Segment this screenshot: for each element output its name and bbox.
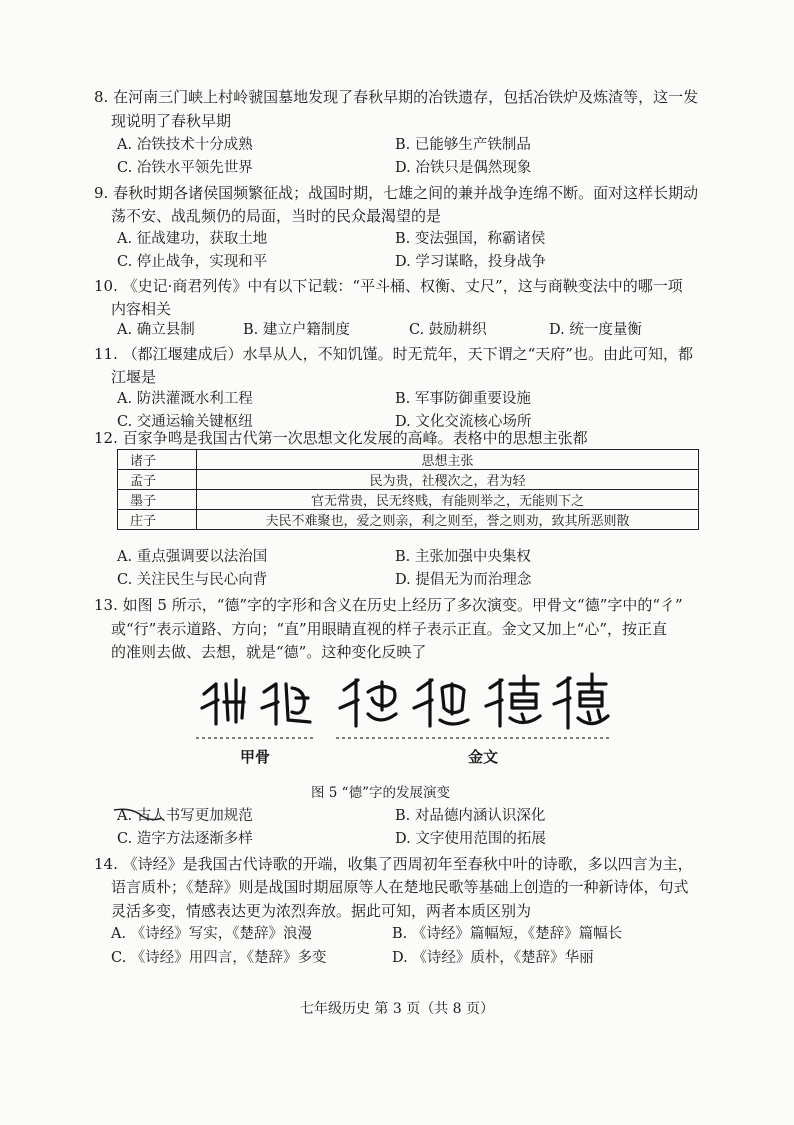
q10-stem-line2: 内容相关: [111, 300, 172, 318]
oracle-de-glyph-1: [202, 680, 244, 724]
table-row: [118, 490, 699, 510]
q14-option-c[interactable]: C. 《诗经》用四言，《楚辞》多变: [111, 950, 327, 966]
table-header-row: [118, 450, 699, 470]
q9-option-d[interactable]: D. 学习谋略，投身战争: [395, 254, 546, 270]
q11-stem-line2: 江堰是: [111, 368, 157, 386]
de-character-evolution-figure: [196, 662, 612, 742]
q12-option-c[interactable]: C. 关注民生与民心向背: [117, 572, 268, 588]
q14-stem-line2: 语言质朴；《楚辞》则是战国时期屈原等人在楚地民歌等基础上创造的一种新诗体，句式: [111, 878, 689, 896]
table-cell: 孟子: [118, 470, 197, 490]
q9-option-b[interactable]: B. 变法强国，称霸诸侯: [395, 231, 546, 247]
figure-label-bronze: 金文: [468, 748, 499, 766]
q14-stem-line3: 灵活多变，情感表达更为浓烈奔放。据此可知，两者本质区别为: [111, 902, 532, 920]
q8-stem-line1: 8. 在河南三门峡上村岭虢国墓地发现了春秋早期的冶铁遗存，包括冶铁炉及炼渣等，这一发: [94, 88, 699, 106]
q12-option-b[interactable]: B. 主张加强中央集权: [395, 549, 531, 565]
q11-option-b[interactable]: B. 军事防御重要设施: [395, 391, 531, 407]
q10-option-b[interactable]: B. 建立户籍制度: [243, 322, 350, 338]
table-cell: 墨子: [118, 490, 197, 510]
q8-option-b[interactable]: B. 已能够生产铁制品: [395, 137, 531, 153]
table-row: [118, 510, 699, 530]
q11-option-c[interactable]: C. 交通运输关键枢纽: [117, 414, 253, 430]
bronze-de-glyph-2: [414, 680, 468, 726]
table-header-cell: 诸子: [118, 450, 197, 470]
q8-option-c[interactable]: C. 冶铁水平领先世界: [117, 160, 253, 176]
q9-stem-line1: 9. 春秋时期各诸侯国频繁征战；战国时期，七雄之间的兼并战争连绵不断。面对这样长期动: [94, 184, 699, 202]
q12-stem: 12. 百家争鸣是我国古代第一次思想文化发展的高峰。表格中的思想主张都: [94, 429, 588, 447]
q8-option-d[interactable]: D. 冶铁只是偶然现象: [395, 160, 532, 176]
strikethrough-mark: [112, 804, 164, 826]
oracle-de-glyph-2: [262, 684, 310, 724]
q13-option-c[interactable]: C. 造字方法逐渐多样: [117, 831, 253, 847]
table-header-cell: 思想主张: [197, 450, 699, 470]
bronze-de-glyph-4: [554, 674, 608, 728]
q14-option-b[interactable]: B. 《诗经》篇幅短，《楚辞》篇幅长: [392, 926, 623, 942]
q13-option-a[interactable]: A. 古人书写更加规范: [117, 808, 253, 824]
table-cell: 官无常贵，民无终贱，有能则举之，无能则下之: [197, 490, 699, 510]
q9-option-c[interactable]: C. 停止战争，实现和平: [117, 254, 268, 270]
figure-caption: 图 5 “德”字的发展演变: [311, 785, 450, 801]
q13-stem-line2: 或“行”表示道路、方向；“直”用眼睛直视的样子表示正直。金文又加上“心”，按正直: [111, 620, 668, 638]
q12-option-a[interactable]: A. 重点强调要以法治国: [117, 549, 268, 565]
q11-stem-line1: 11. （都江堰建成后）水旱从人，不知饥馑。时无荒年，天下谓之“天府”也。由此可知，都: [94, 345, 693, 363]
q12-option-d[interactable]: D. 提倡无为而治理念: [395, 572, 532, 588]
q11-option-a[interactable]: A. 防洪灌溉水利工程: [117, 391, 253, 407]
q10-option-a[interactable]: A. 确立县制: [117, 322, 195, 338]
table-cell: 民为贵，社稷次之，君为轻: [197, 470, 699, 490]
q8-stem-line2: 现说明了春秋早期: [111, 112, 232, 130]
q13-stem-line1: 13. 如图 5 所示，“德”字的字形和含义在历史上经历了多次演变。甲骨文“德”字中的“彳”: [94, 596, 683, 614]
q13-stem-line3: 的准则去做、去想，就是“德”。这种变化反映了: [111, 643, 427, 661]
figure-label-oracle: 甲骨: [240, 748, 271, 766]
table-cell: 庄子: [118, 510, 197, 530]
q14-option-d[interactable]: D. 《诗经》质朴，《楚辞》华丽: [392, 950, 594, 966]
q13-option-d[interactable]: D. 文字使用范围的拓展: [395, 831, 546, 847]
q14-stem-line1: 14. 《诗经》是我国古代诗歌的开端，收集了西周初年至春秋中叶的诗歌，多以四言为主，: [94, 855, 693, 873]
table-cell: 夫民不难聚也，爱之则亲，利之则至，誉之则劝，致其所恶则散: [197, 510, 699, 530]
q8-option-a[interactable]: A. 冶铁技术十分成熟: [117, 137, 253, 153]
table-row: [118, 470, 699, 490]
q14-option-a[interactable]: A. 《诗经》写实，《楚辞》浪漫: [111, 926, 312, 942]
q10-option-d[interactable]: D. 统一度量衡: [549, 322, 642, 338]
q11-option-d[interactable]: D. 文化交流核心场所: [395, 414, 532, 430]
q9-stem-line2: 荡不安、战乱频仍的局面，当时的民众最渴望的是: [111, 207, 442, 225]
q9-option-a[interactable]: A. 征战建功，获取土地: [117, 231, 268, 247]
page-footer: 七年级历史 第 3 页（共 8 页）: [299, 1001, 495, 1017]
q13-option-b[interactable]: B. 对品德内涵认识深化: [395, 808, 546, 824]
thought-table: [117, 449, 699, 530]
bronze-de-glyph-3: [486, 676, 540, 726]
bronze-de-glyph-1: [340, 680, 396, 726]
q10-option-c[interactable]: C. 鼓励耕织: [409, 322, 487, 338]
q10-stem-line1: 10. 《史记·商君列传》中有以下记载：“平斗桶、权衡、丈尺”，这与商鞅变法中的哪一项: [94, 277, 683, 295]
